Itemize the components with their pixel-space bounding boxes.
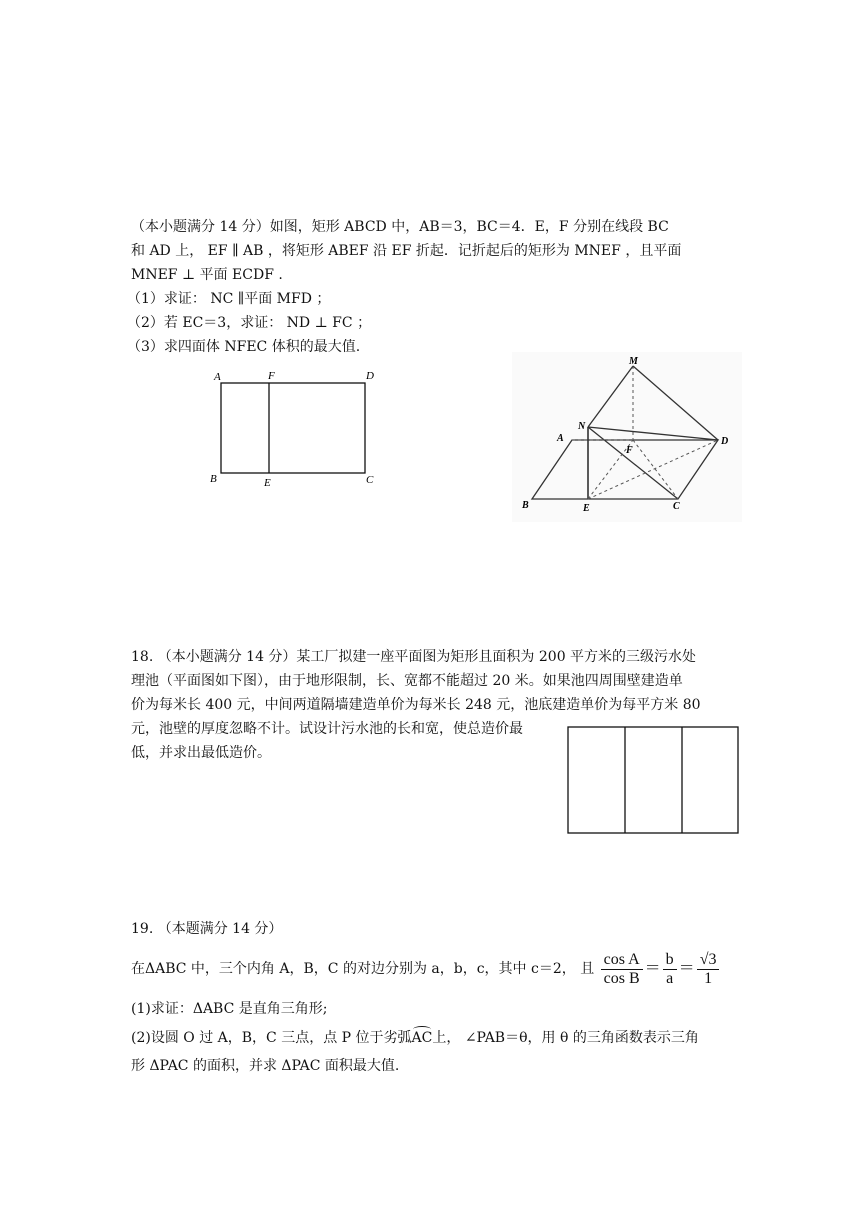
fraction-b-a-numerator: b — [663, 951, 677, 970]
fraction-sqrt3 — [697, 951, 720, 988]
label-n: N — [578, 421, 586, 432]
q19-line-1 — [131, 947, 731, 991]
label-f2: F — [626, 445, 633, 456]
fraction-cos-numerator: cos A — [601, 951, 643, 970]
arc-label: AC — [411, 1030, 433, 1046]
figure-folded-solid — [512, 352, 742, 522]
q17-subquestion-3: （3）求四面体 NFEC 体积的最大值. — [127, 339, 361, 355]
q19-header: 19. （本题满分 14 分） — [131, 921, 283, 937]
q17-line-1: （本小题满分 14 分）如图，矩形 ABCD 中，AB＝3，BC＝4．E，F 分别在线段 BC — [131, 219, 669, 235]
q18-line-4: 元，池壁的厚度忽略不计。试设计污水池的长和宽，使总造价最 — [131, 721, 523, 737]
q17-line-2: 和 AD 上， EF ∥ AB ，将矩形 ABEF 沿 EF 折起．记折起后的矩形为 MNEF ，且平面 — [131, 243, 682, 259]
label-e: E — [264, 477, 271, 489]
q18-line-1: 18. （本小题满分 14 分）某工厂拟建一座平面图为矩形且面积为 200 平方米的三级污水处 — [131, 649, 697, 665]
minor-arc-ac — [412, 1023, 433, 1053]
label-c2: C — [673, 501, 680, 512]
question-17 — [127, 215, 731, 359]
label-b: B — [210, 473, 217, 485]
equals-sign-1: ＝ — [644, 960, 661, 977]
label-a: A — [214, 371, 221, 383]
fraction-sqrt3-denominator: 1 — [704, 969, 713, 987]
q18-line-3: 价为每米长 400 元，中间两道隔墙建造单价为每米长 248 元，池底建造单价为每平方米 80 — [131, 697, 701, 713]
label-f: F — [268, 370, 275, 382]
q17-line-3: MNEF ⊥ 平面 ECDF . — [131, 267, 283, 283]
fraction-b-a — [663, 951, 677, 988]
figure-pool-plan — [566, 725, 742, 837]
fraction-cos — [601, 951, 643, 988]
label-b2: B — [522, 500, 529, 511]
q19-sub2-text-a: (2)设圆 O 过 A，B，C 三点，点 P 位于劣弧 — [131, 1030, 412, 1046]
equals-sign-2: ＝ — [678, 960, 695, 977]
q18-line-2: 理池（平面图如下图），由于地形限制，长、宽都不能超过 20 米。如果池四周围壁建造单 — [131, 673, 683, 689]
q17-subquestion-1: （1）求证： NC ∥平面 MFD ； — [127, 291, 331, 307]
q19-subquestion-2 — [131, 1023, 731, 1053]
q19-sub2-text-b: 上， ∠PAB＝θ，用 θ 的三角函数表示三角 — [432, 1030, 699, 1046]
fraction-b-a-denominator: a — [666, 969, 674, 987]
fraction-sqrt3-numerator: √3 — [697, 951, 720, 970]
label-d2: D — [721, 436, 729, 447]
figure-rectangle-abcd — [205, 365, 385, 495]
label-m: M — [629, 356, 638, 367]
label-a2: A — [557, 433, 564, 444]
q19-subquestion-2-cont: 形 ΔPAC 的面积，并求 ΔPAC 面积最大值. — [131, 1058, 400, 1074]
q19-line-1-text: 在ΔABC 中，三个内角 A，B，C 的对边分别为 a，b，c，其中 c＝2， 且 — [131, 961, 595, 977]
q18-line-5: 低，并求出最低造价。 — [131, 745, 271, 761]
q17-subquestion-2: （2）若 EC＝3，求证： ND ⊥ FC ； — [127, 315, 372, 331]
label-c: C — [366, 474, 374, 486]
q19-subquestion-1: (1)求证：ΔABC 是直角三角形; — [131, 1001, 328, 1017]
question-19 — [131, 917, 731, 1079]
label-e2: E — [583, 503, 590, 514]
fraction-cos-denominator: cos B — [603, 969, 640, 987]
arc-overline-icon — [413, 1026, 432, 1033]
label-d: D — [366, 370, 374, 382]
